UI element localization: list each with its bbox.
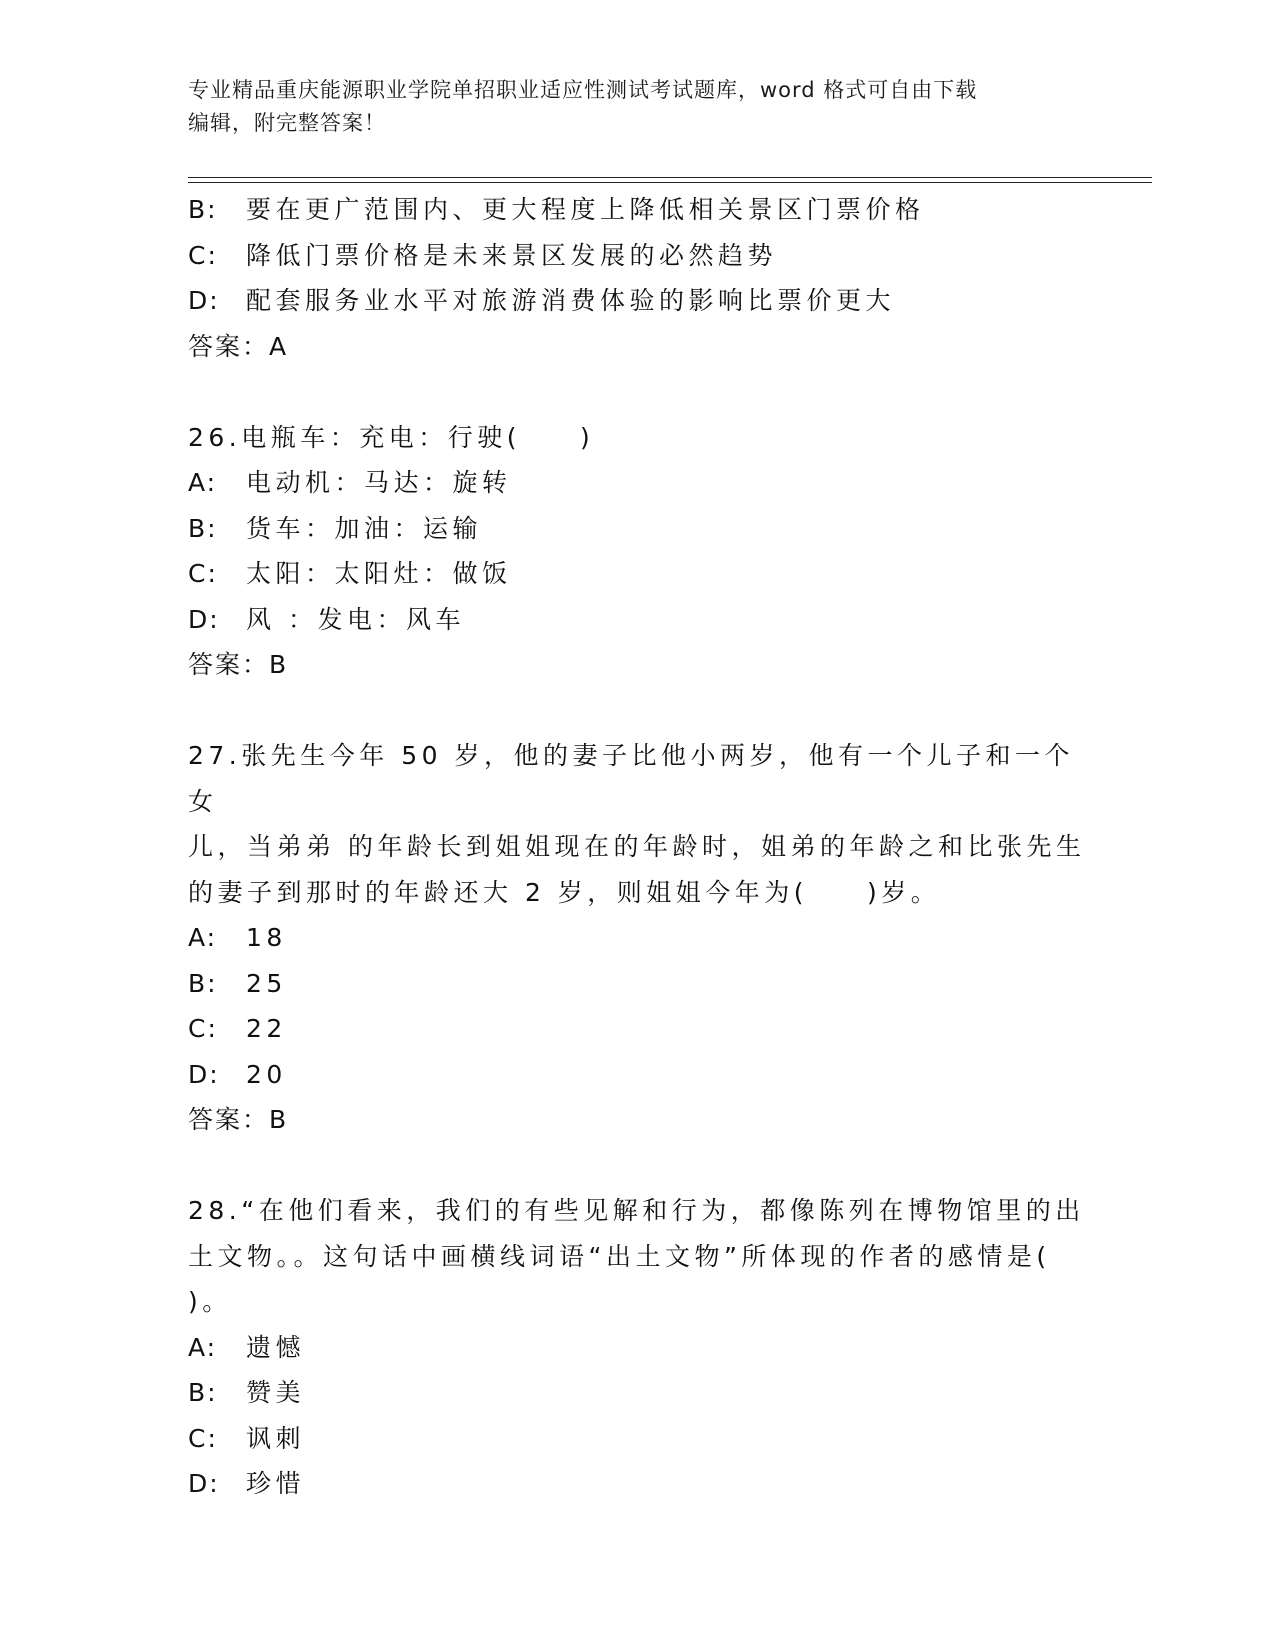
- option-row: [188, 233, 1088, 279]
- option-key: D:: [188, 604, 220, 634]
- option-key: D:: [188, 1469, 220, 1498]
- option-key: B:: [188, 968, 218, 998]
- question-26: [188, 415, 1088, 689]
- option-key: D:: [188, 1059, 220, 1089]
- option-key: B:: [188, 195, 218, 224]
- option-text: 赞美: [246, 1378, 306, 1407]
- option-text: 18: [246, 923, 287, 952]
- option-key: A:: [188, 923, 218, 952]
- option-text: 遗憾: [246, 1332, 306, 1362]
- option-text: 降低门票价格是未来景区发展的必然趋势: [246, 240, 778, 270]
- option-text: 货车：加油：运输: [246, 513, 483, 543]
- option-key: A:: [188, 468, 218, 497]
- option-key: B:: [188, 513, 218, 543]
- question-stem-line: 28.“在他们看来，我们的有些见解和行为，都像陈列在博物馆里的出: [188, 1196, 1085, 1225]
- question-spacer: [188, 688, 1088, 733]
- option-row: [188, 278, 1088, 324]
- option-text: 风 ：发电：风车: [246, 604, 465, 634]
- question-stem-line: 的妻子到那时的年龄还大 2 岁，则姐姐今年为( )岁。: [188, 877, 941, 907]
- option-text: 22: [246, 1014, 287, 1043]
- option-text: 20: [246, 1059, 287, 1089]
- question-spacer: [188, 1143, 1088, 1188]
- option-text: 25: [246, 968, 287, 998]
- question-27: [188, 733, 1088, 1143]
- option-text: 要在更广范围内、更大程度上降低相关景区门票价格: [246, 195, 925, 224]
- document-body: [188, 187, 1088, 1507]
- option-row: [188, 551, 1088, 597]
- header-line-2: 编辑，附完整答案！: [188, 111, 386, 135]
- header-rule-top: [188, 177, 1152, 178]
- option-row: [188, 1006, 1088, 1052]
- option-key: C:: [188, 1423, 218, 1453]
- page-header: [188, 74, 1088, 140]
- answer-line: 答案：B: [188, 1105, 289, 1134]
- option-row: [188, 1370, 1088, 1416]
- option-row: [188, 506, 1088, 552]
- option-text: 太阳：太阳灶：做饭: [246, 559, 512, 588]
- option-row: [188, 1052, 1088, 1098]
- option-row: [188, 597, 1088, 643]
- question-stem-line: 土文物。。这句话中画横线词语“出土文物”所体现的作者的感情是(: [188, 1241, 1051, 1271]
- option-key: A:: [188, 1332, 218, 1362]
- question-stem: 26.电瓶车：充电：行驶( ): [188, 422, 595, 452]
- option-text: 讽刺: [246, 1423, 306, 1453]
- header-rule-bottom: [188, 182, 1152, 183]
- question-spacer: [188, 370, 1088, 415]
- option-key: B:: [188, 1378, 218, 1407]
- option-row: [188, 460, 1088, 506]
- option-row: [188, 915, 1088, 961]
- answer-line: 答案：A: [188, 331, 289, 361]
- option-row: [188, 1416, 1088, 1462]
- header-line-1: 专业精品重庆能源职业学院单招职业适应性测试考试题库，word 格式可自由下载: [188, 78, 978, 102]
- option-text: 配套服务业水平对旅游消费体验的影响比票价更大: [246, 286, 896, 315]
- option-row: [188, 961, 1088, 1007]
- option-row: [188, 1461, 1088, 1507]
- option-key: C:: [188, 559, 218, 588]
- option-key: C:: [188, 240, 218, 270]
- question-stem-line: 儿，当弟弟 的年龄长到姐姐现在的年龄时，姐弟的年龄之和比张先生: [188, 832, 1086, 861]
- option-text: 珍惜: [246, 1469, 306, 1498]
- option-key: C:: [188, 1014, 218, 1043]
- question-stem-line: 27.张先生今年 50 岁，他的妻子比他小两岁，他有一个儿子和一个女: [188, 741, 1074, 816]
- option-text: 电动机：马达：旋转: [246, 468, 512, 497]
- option-key: D:: [188, 286, 220, 315]
- option-row: [188, 187, 1088, 233]
- question-25-tail: [188, 187, 1088, 370]
- question-stem-line: )。: [188, 1287, 232, 1316]
- option-row: [188, 1325, 1088, 1371]
- answer-line: 答案：B: [188, 650, 289, 679]
- question-28: [188, 1188, 1088, 1507]
